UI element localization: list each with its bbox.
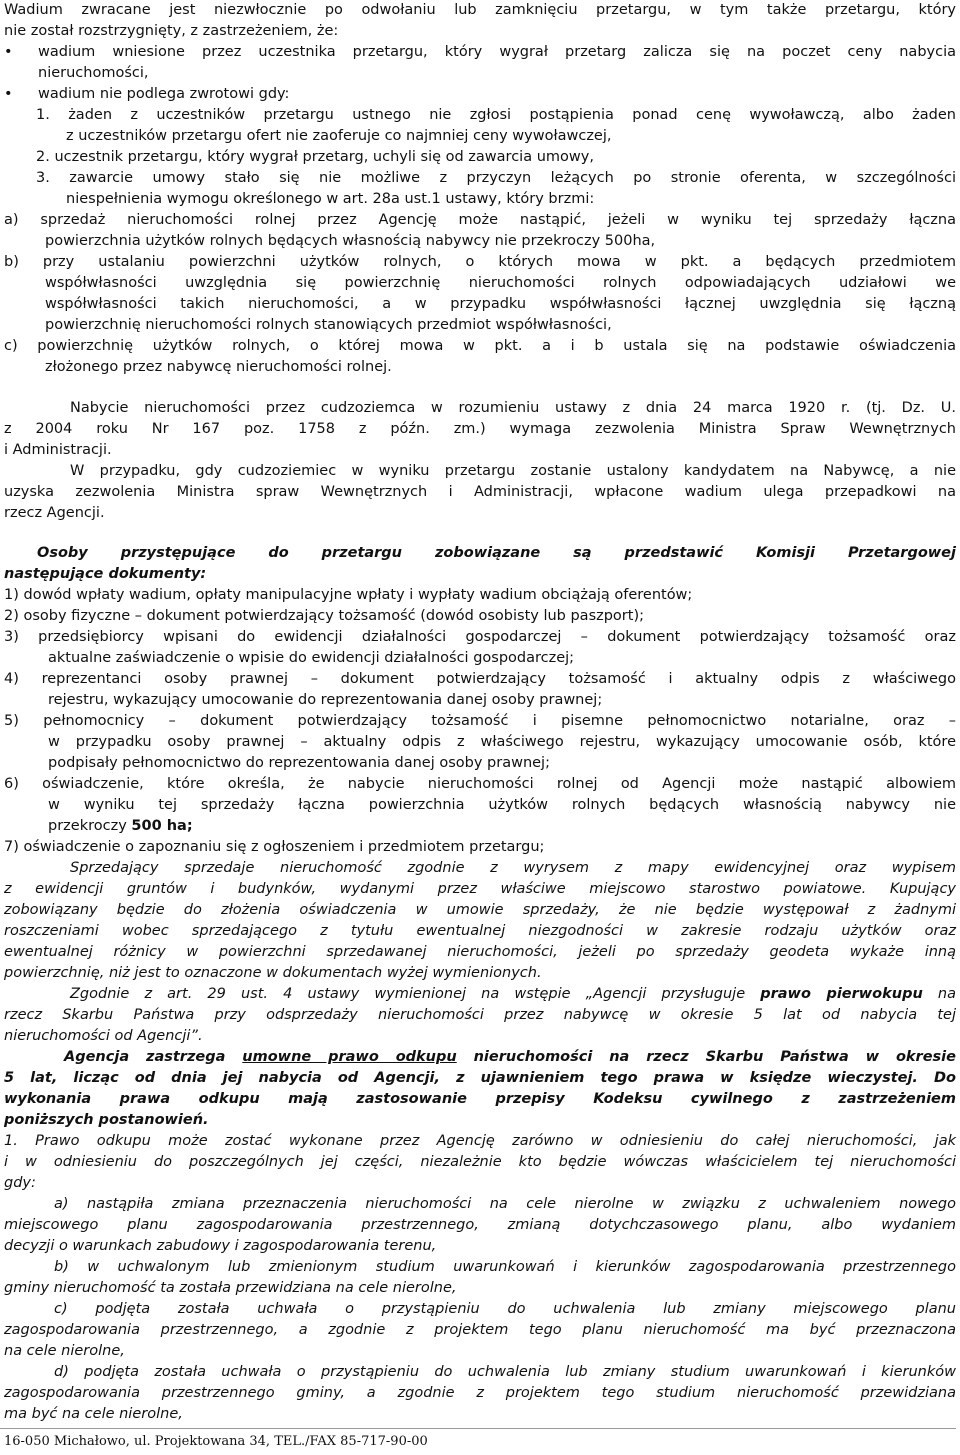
clause-item: c) podjęta została uchwała o przystąpieniu do uchwalenia lub zmiany miejscowego planu (54, 1301, 956, 1317)
numbered-item-cont: z uczestników przetargu ofert nie zaoferuje co najmniej ceny wywoławczej, (66, 128, 612, 144)
clause-item-cont: ma być na cele nierolne, (4, 1406, 183, 1422)
paragraph-line: poniższych postanowień. (4, 1112, 209, 1128)
list-item: 5) pełnomocnicy – dokument potwierdzający tożsamość i pisemne pełnomocnictwo notarialne, oraz – (4, 713, 956, 729)
paragraph-line: Sprzedający sprzedaje nieruchomość zgodnie z wyrysem z mapy ewidencyjnej oraz wypisem (70, 860, 956, 876)
paragraph-line: wykonania prawa odkupu mają zastosowanie przepisy Kodeksu cywilnego z zastrzeżeniem (4, 1091, 956, 1107)
clause-item-cont: zagospodarowania przestrzennego gminy, a zgodnie z projektem tego studium nieruchomość przewidziana (4, 1385, 956, 1401)
section-heading: następujące dokumenty: (4, 566, 207, 582)
numbered-item: 2. uczestnik przetargu, który wygrał przetarg, uchyli się od zawarcia umowy, (36, 149, 594, 165)
paragraph-line: 1. Prawo odkupu może zostać wykonane przez Agencję zarówno w odniesieniu do całej nieruchomości, jak (4, 1133, 956, 1149)
lettered-item: a) sprzedaż nieruchomości rolnej przez Agencję może nastąpić, jeżeli w wyniku tej sprzedaży łączna (4, 212, 956, 228)
paragraph-line: z 2004 roku Nr 167 poz. 1758 z późn. zm.) wymaga zezwolenia Ministra Spraw Wewnętrznych (4, 421, 956, 437)
numbered-item: 3. zawarcie umowy stało się nie możliwe z przyczyn leżących po stronie oferenta, w szczególności (36, 170, 956, 186)
list-item-cont: w wyniku tej sprzedaży łączna powierzchnia użytków rolnych będących własnością nabywcy nie (48, 797, 956, 813)
paragraph-line: W przypadku, gdy cudzoziemiec w wyniku przetargu zostanie ustalony kandydatem na Nabywcę, a nie (70, 463, 956, 479)
paragraph-line (70, 984, 956, 1004)
paragraph-line: rzecz Skarbu Państwa przy odsprzedaży nieruchomości przez nabywcę w okresie 5 lat od nabycia tej (4, 1007, 956, 1023)
page-footer: 16-050 Michałowo, ul. Projektowana 34, TEL./FAX 85-717-90-00 (4, 1434, 428, 1449)
list-item-cont: rejestru, wykazujący umocowanie do reprezentowania danej osoby prawnej; (48, 692, 603, 708)
paragraph-line: i w odniesieniu do poszczególnych jej części, niezależnie kto będzie wówczas właścicielem tej nieruchomości (4, 1154, 956, 1170)
text-run: na (922, 986, 956, 1002)
paragraph-line: roszczeniami wobec sprzedającego z tytułu ewentualnej niezgodności w zakresie rodzaju użytków oraz (4, 923, 956, 939)
clause-item: d) podjęta została uchwała o przystąpieniu do uchwalenia lub zmiany studium uwarunkowań i kierunków (54, 1364, 956, 1380)
clause-item-cont: miejscowego planu zagospodarowania przestrzennego, zmianą dotychczasowego planu, albo wydaniem (4, 1217, 956, 1233)
lettered-item-cont: współwłasności uwzględnia się powierzchnię nieruchomości rolnych odpowiadających udziałowi we (45, 275, 956, 291)
bullet-icon: • (4, 44, 13, 60)
lettered-item-cont: współwłasności takich nieruchomości, a w przypadku współwłasności łącznej uwzględnia się łączną (45, 296, 956, 312)
paragraph-line: ewentualnej różnicy w powierzchni sprzedawanej nieruchomości, jeżeli po sprzedaży geodeta wykaże inną (4, 944, 956, 960)
numbered-item-cont: niespełnienia wymogu określonego w art. 28a ust.1 ustawy, który brzmi: (66, 191, 595, 207)
bullet-icon: • (4, 86, 13, 102)
footer-divider (0, 1428, 956, 1429)
paragraph-line: Nabycie nieruchomości przez cudzoziemca w rozumieniu ustawy z dnia 24 marca 1920 r. (tj. Dz. U. (70, 400, 956, 416)
paragraph-line: z ewidencji gruntów i budynków, wydanymi przez właściwe miejscowo starostwo powiatowe. Kupujący (4, 881, 956, 897)
list-item-cont: w przypadku osoby prawnej – aktualny odpis z właściwego rejestru, wykazujący umocowanie osób, które (48, 734, 956, 750)
list-item: 3) przedsiębiorcy wpisani do ewidencji działalności gospodarczej – dokument potwierdzający tożsamość oraz (4, 629, 956, 645)
lettered-item-cont: powierzchnię nieruchomości rolnych stanowiących przedmiot współwłasności, (45, 317, 612, 333)
paragraph-line: rzecz Agencji. (4, 505, 105, 521)
list-item: 2) osoby fizyczne – dokument potwierdzający tożsamość (dowód osobisty lub paszport); (4, 608, 644, 624)
text-run: Agencja zastrzega (64, 1049, 243, 1065)
text-run: nieruchomości na rzecz Skarbu Państwa w okresie (456, 1049, 956, 1065)
area-limit: 500 ha; (131, 818, 193, 834)
list-item: 1) dowód wpłaty wadium, opłaty manipulacyjne wpłaty i wypłaty wadium obciążają oferentów; (4, 587, 693, 603)
clause-item-cont: na cele nierolne, (4, 1343, 125, 1359)
numbered-item: 1. żaden z uczestników przetargu ustnego nie zgłosi postąpienia ponad cenę wywoławczą, albo żaden (36, 107, 956, 123)
paragraph-line: nieruchomości od Agencji”. (4, 1028, 203, 1044)
paragraph-line: Wadium zwracane jest niezwłocznie po odwołaniu lub zamknięciu przetargu, w tym także przetargu, który (4, 2, 956, 18)
list-item: 7) oświadczenie o zapoznaniu się z ogłoszeniem i przedmiotem przetargu; (4, 839, 545, 855)
clause-item: b) w uchwalonym lub zmienionym studium uwarunkowań i kierunków zagospodarowania przestrzennego (54, 1259, 956, 1275)
lettered-item: c) powierzchnię użytków rolnych, o której mowa w pkt. a i b ustala się na podstawie oświadczenia (4, 338, 956, 354)
pre-emption-right: prawo pierwokupu (760, 986, 923, 1002)
list-item-cont (48, 816, 956, 836)
paragraph-line: zobowiązany będzie do złożenia oświadczenia w umowie sprzedaży, że nie będzie występował z żadnymi (4, 902, 956, 918)
list-item-cont: aktualne zaświadczenie o wpisie do ewidencji działalności gospodarczej; (48, 650, 575, 666)
clause-item: a) nastąpiła zmiana przeznaczenia nieruchomości na cele nierolne w związku z uchwaleniem nowego (54, 1196, 956, 1212)
bullet-text: wadium nie podlega zwrotowi gdy: (38, 86, 290, 102)
paragraph-line (64, 1047, 956, 1067)
bullet-text: nieruchomości, (38, 65, 149, 81)
lettered-item: b) przy ustalaniu powierzchni użytków rolnych, o których mowa w pkt. a będących przedmiotem (4, 254, 956, 270)
paragraph-line: i Administracji. (4, 442, 112, 458)
paragraph-line: 5 lat, licząc od dnia jej nabycia od Agencji, z ujawnieniem tego prawa w księdze wieczystej. Do (4, 1070, 956, 1086)
clause-item-cont: decyzji o warunkach zabudowy i zagospodarowania terenu, (4, 1238, 437, 1254)
repurchase-right: umowne prawo odkupu (242, 1049, 457, 1065)
lettered-item-cont: powierzchnia użytków rolnych będących własnością nabywcy nie przekroczy 500ha, (45, 233, 656, 249)
section-heading: Osoby przystępujące do przetargu zobowiązane są przedstawić Komisji Przetargowej (37, 545, 956, 561)
paragraph-line: nie został rozstrzygnięty, z zastrzeżeniem, że: (4, 23, 339, 39)
clause-item-cont: zagospodarowania przestrzennego, a zgodnie z projektem tego planu nieruchomość ma być przeznaczona (4, 1322, 956, 1338)
text-run: Zgodnie z art. 29 ust. 4 ustawy wymienionej na wstępie „Agencji przysługuje (70, 986, 761, 1002)
list-item-cont: podpisały pełnomocnictwo do reprezentowania danej osoby prawnej; (48, 755, 550, 771)
paragraph-line: uzyska zezwolenia Ministra spraw Wewnętrznych i Administracji, wpłacone wadium ulega przepadkowi na (4, 484, 956, 500)
lettered-item-cont: złożonego przez nabywcę nieruchomości rolnej. (45, 359, 392, 375)
bullet-text: wadium wniesione przez uczestnika przetargu, który wygrał przetarg zalicza się na poczet ceny nabycia (38, 44, 956, 60)
paragraph-line: gdy: (4, 1175, 36, 1191)
paragraph-line: powierzchnię, niż jest to oznaczone w dokumentach wyżej wymienionych. (4, 965, 542, 981)
list-item: 6) oświadczenie, które określa, że nabycie nieruchomości rolnej od Agencji może nastąpić albowiem (4, 776, 956, 792)
list-item: 4) reprezentanci osoby prawnej – dokument potwierdzający tożsamość i aktualny odpis z właściwego (4, 671, 956, 687)
list-item-text: przekroczy (48, 818, 132, 834)
clause-item-cont: gminy nieruchomość ta została przewidziana na cele nierolne, (4, 1280, 457, 1296)
